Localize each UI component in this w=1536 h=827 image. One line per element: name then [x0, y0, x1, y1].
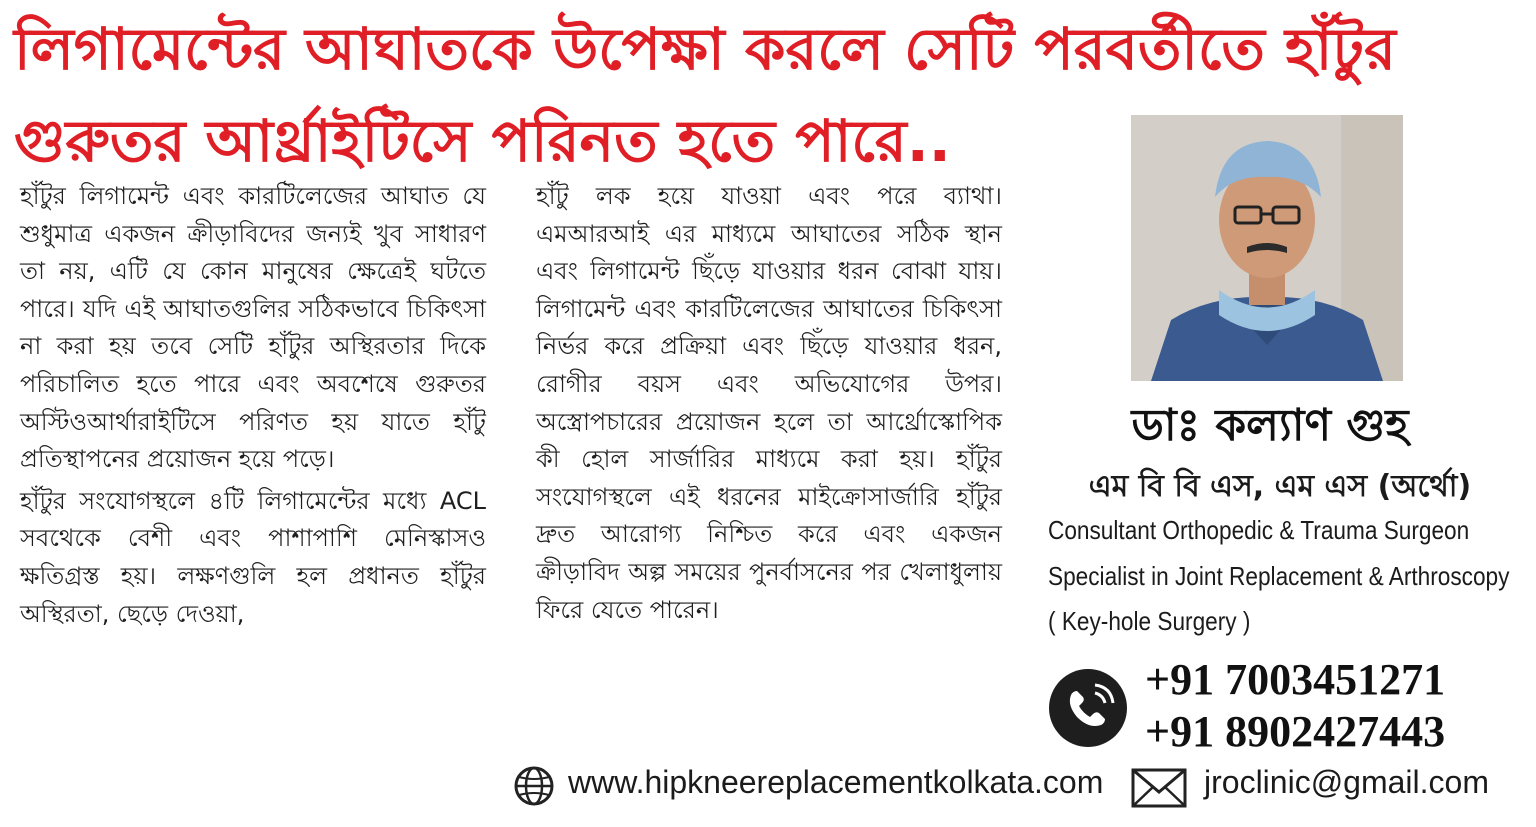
doctor-photo: [1131, 115, 1403, 381]
doctor-portrait-illustration: [1131, 115, 1403, 381]
globe-icon: [512, 764, 556, 808]
email-link[interactable]: jroclinic@gmail.com: [1204, 764, 1489, 800]
doctor-title-consultant: Consultant Orthopedic & Trauma Surgeon: [1048, 515, 1470, 545]
headline-line-2: গুরুতর আর্থ্রাইটিসে পরিনত হতে পারে..: [14, 107, 951, 175]
doctor-degree: এম বি বি এস, এম এস (অর্থো): [1088, 469, 1472, 504]
article-paragraph: হাঁটুর সংযোগস্থলে ৪টি লিগামেন্টের মধ্যে ACL সবথেকে বেশী এবং পাশাপাশি মেনিস্কাসও ক্ষতিগ্রস্ত হয়। লক্ষণগুলি হল প্রধানত হাঁটুর অস্থিরতা, ছেড়ে দেওয়া,: [20, 486, 486, 628]
phone-icon: [1049, 669, 1127, 747]
article-paragraph: হাঁটু লক হয়ে যাওয়া এবং পরে ব্যাথা। এমআরআই এর মাধ্যমে আঘাতের সঠিক স্থান এবং লিগামেন্ট ছিঁড়ে যাওয়ার ধরন বোঝা যায়। লিগামেন্ট এবং কারটিলেজের আঘাতের চিকিৎসা নির্ভর করে প্রক্রিয়া এবং ছিঁড়ে যাওয়ার ধরন, রোগীর বয়স এবং অভিযোগের উপর। অস্ত্রোপচারের প্রয়োজন হলে তা আর্থ্রোস্কোপিক কী হোল সার্জারির মাধ্যমে করা হয়। হাঁটুর সংযোগস্থলে এই ধরনের মাইক্রোসার্জারি হাঁটুর দ্রুত আরোগ্য নিশ্চিত করে এবং একজন ক্রীড়াবিদ অল্প সময়ের পুনর্বাসনের পর খেলাধুলায় ফিরে যেতে পারেন।: [536, 182, 1002, 624]
headline-line-1: লিগামেন্টের আঘাতকে উপেক্ষা করলে সেটি পরবর্তীতে হাঁটুর: [14, 15, 1396, 83]
article-column-1: [20, 178, 486, 633]
doctor-title-specialist: Specialist in Joint Replacement & Arthroscopy: [1048, 561, 1510, 591]
article-paragraph: হাঁটুর লিগামেন্ট এবং কারটিলেজের আঘাত যে শুধুমাত্র একজন ক্রীড়াবিদের জন্যই খুব সাধারণ তা নয়, এটি যে কোন মানুষের ক্ষেত্রেই ঘটতে পারে। যদি এই আঘাতগুলির সঠিকভাবে চিকিৎসা না করা হয় তবে সেটি হাঁটুর অস্থিরতার দিকে পরিচালিত হতে পারে এবং অবশেষে গুরুতর অস্টিওআর্থারাইটিসে পরিণত হয় যাতে হাঁটু প্রতিস্থাপনের প্রয়োজন হয়ে পড়ে।: [20, 182, 486, 474]
phone-number-1[interactable]: +91 7003451271: [1145, 655, 1446, 704]
mail-icon: [1131, 768, 1187, 808]
phone-number-2[interactable]: +91 8902427443: [1145, 707, 1446, 756]
doctor-name: ডাঃ কল্যাণ গুহ: [1131, 400, 1409, 451]
article-column-2: [536, 178, 1002, 629]
doctor-title-keyhole: ( Key-hole Surgery ): [1048, 606, 1251, 636]
website-link[interactable]: www.hipkneereplacementkolkata.com: [568, 764, 1104, 800]
